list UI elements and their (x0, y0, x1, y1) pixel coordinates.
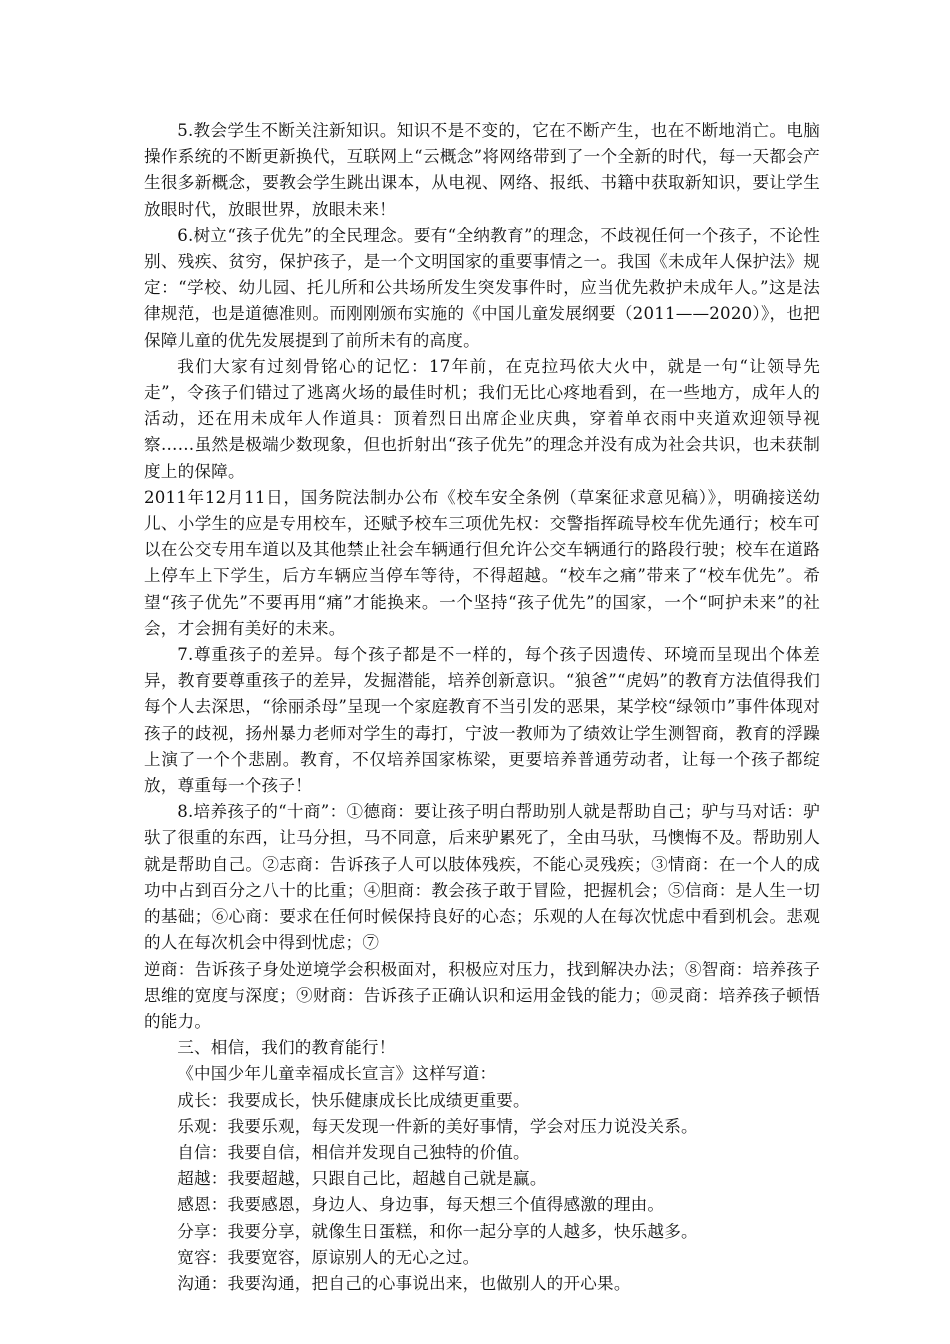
paragraph-8-ten-quotients: 8.培养孩子的“十商”：①德商：要让孩子明白帮助别人就是帮助自己；驴与马对话：驴驮了很重的东西，让马分担，马不同意，后来驴累死了，全由马驮，马懊悔不及。帮助别人就是帮助自己。②志商：告诉孩子人可以肢体残疾，不能心灵残疾；③情商：在一个人的成功中占到百分之八十的比重；④胆商：教会孩子敢于冒险，把握机会；⑤信商：是人生一切的基础；⑥心商：要求在任何时候保持良好的心态；乐观的人在每次忧虑中看到机会。悲观的人在每次机会中得到忧虑；⑦ (144, 802, 820, 953)
paragraph-7-differences: 7.尊重孩子的差异。每个孩子都是不一样的，每个孩子因遗传、环境而呈现出个体差异，教育要尊重孩子的差异，发掘潜能，培养创新意识。“狼爸”“虎妈”的教育方法值得我们每个人去深思，“徐丽杀母”呈现一个家庭教育不当引发的恶果，某学校“绿领巾”事件体现对孩子的歧视，扬州暴力老师对学生的毒打，宁波一教师为了绩效让学生测智商，教育的浮躁上演了一个个悲剧。教育，不仅培养国家栋梁，更要培养普通劳动者，让每一个孩子都绽放，尊重每一个孩子！ (144, 645, 820, 796)
paragraph-memory: 我们大家有过刻骨铭心的记忆：17年前，在克拉玛依大火中，就是一句“让领导先走”，令孩子们错过了逃离火场的最佳时机；我们无比心疼地看到，在一些地方，成年人的活动，还在用未成年人作道具：顶着烈日出席企业庆典，穿着单衣雨中夹道欢迎领导视察……虽然是极端少数现象，但也折射出“孩子优先”的理念并没有成为社会共识，也未获制度上的保障。 (144, 356, 820, 481)
paragraph-school-bus: 2011年12月11日，国务院法制办公布《校车安全条例（草案征求意见稿）》，明确接送幼儿、小学生的应是专用校车，还赋予校车三项优先权：交警指挥疏导校车优先通行；校车可以在公交专用车道以及其他禁止社会车辆通行但允许公交车辆通行的路段行驶；校车在道路上停车上下学生，后方车辆应当停车等待，不得超越。“校车之痛”带来了“校车优先”。希望“孩子优先”不要再用“痛”才能换来。一个坚持“孩子优先”的国家，一个“呵护未来”的社会，才会拥有美好的未来。 (144, 487, 820, 638)
declaration-item: 分享：我要分享，就像生日蛋糕，和你一起分享的人越多，快乐越多。 (177, 1221, 698, 1241)
declaration-item: 乐观：我要乐观，每天发现一件新的美好事情，学会对压力说没关系。 (177, 1116, 698, 1136)
document-page (144, 118, 820, 1297)
declaration-item: 超越：我要超越，只跟自己比，超越自己就是赢。 (177, 1169, 547, 1189)
declaration-intro: 《中国少年儿童幸福成长宣言》这样写道： (177, 1064, 497, 1084)
declaration-item: 自信：我要自信，相信并发现自己独特的价值。 (177, 1142, 530, 1162)
paragraph-8-continued: 逆商：告诉孩子身处逆境学会积极面对，积极应对压力，找到解决办法；⑧智商：培养孩子思维的宽度与深度；⑨财商：告诉孩子正确认识和运用金钱的能力；⑩灵商：培养孩子顿悟的能力。 (144, 959, 820, 1031)
paragraph-6-child-first: 6.树立“孩子优先”的全民理念。要有“全纳教育”的理念，不歧视任何一个孩子，不论性别、残疾、贫穷，保护孩子，是一个文明国家的重要事情之一。我国《未成年人保护法》规定：“学校、幼儿园、托儿所和公共场所发生突发事件时，应当优先救护未成年人。”这是法律规范，也是道德准则。而刚刚颁布实施的《中国儿童发展纲要（2011——2020）》，也把保障儿童的优先发展提到了前所未有的高度。 (144, 225, 820, 350)
declaration-item: 成长：我要成长，快乐健康成长比成绩更重要。 (177, 1090, 530, 1110)
section-heading: 三、相信，我们的教育能行！ (177, 1038, 396, 1058)
declaration-item: 感恩：我要感恩，身边人、身边事，每天想三个值得感激的理由。 (177, 1195, 665, 1215)
declaration-item: 宽容：我要宽容，原谅别人的无心之过。 (177, 1247, 480, 1267)
paragraph-5-knowledge: 5.教会学生不断关注新知识。知识不是不变的，它在不断产生，也在不断地消亡。电脑操作系统的不断更新换代，互联网上“云概念”将网络带到了一个全新的时代，每一天都会产生很多新概念，要教会学生跳出课本，从电视、网络、报纸、书籍中获取新知识，要让学生放眼时代，放眼世界，放眼未来！ (144, 121, 820, 219)
declaration-item: 沟通：我要沟通，把自己的心事说出来，也做别人的开心果。 (177, 1273, 631, 1293)
